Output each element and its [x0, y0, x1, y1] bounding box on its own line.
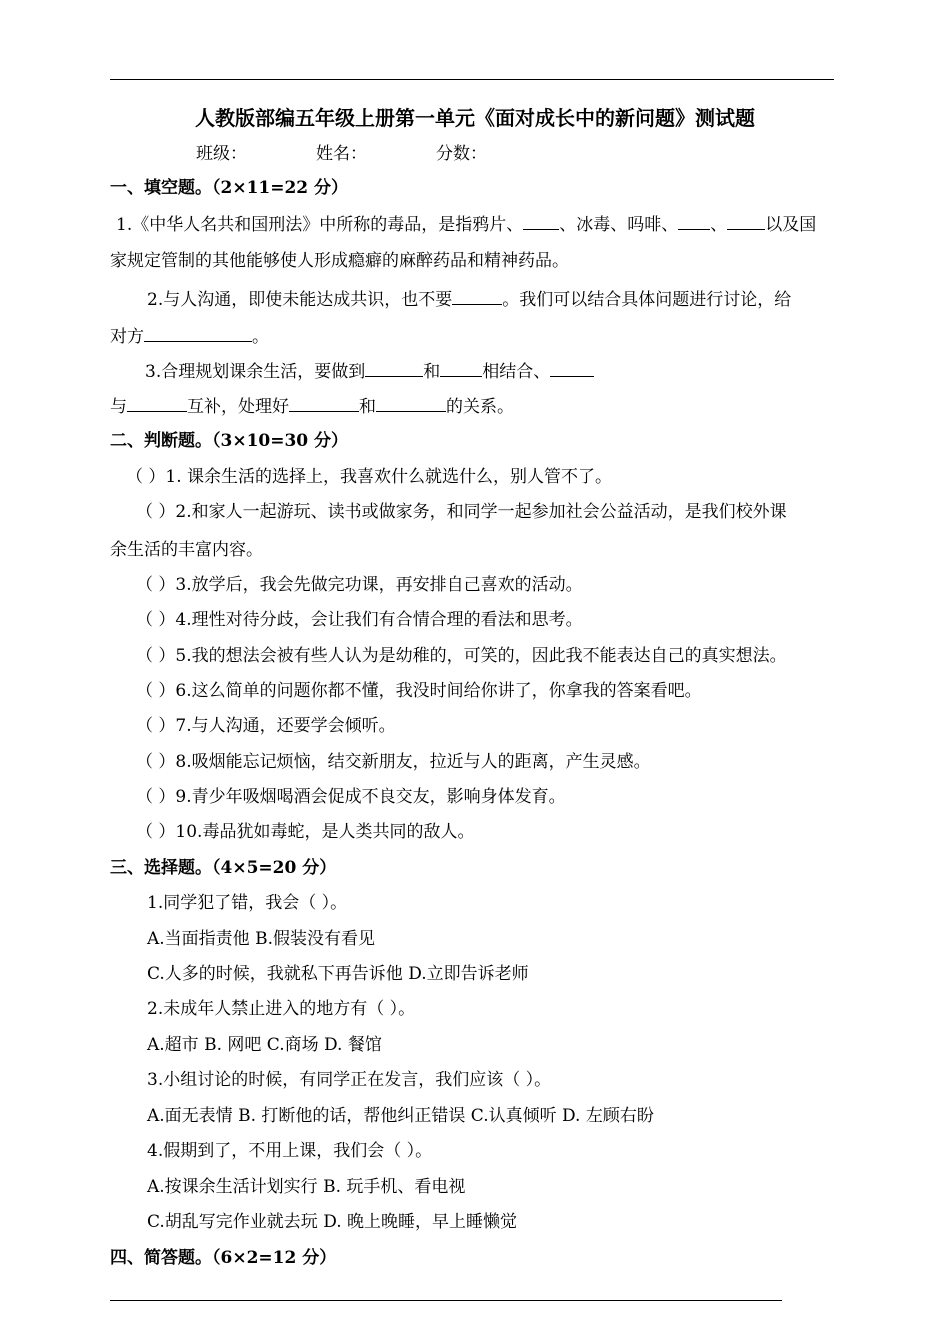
fill-question-2: [147, 286, 791, 312]
answer-blank[interactable]: [127, 393, 187, 412]
choice-options-1a: A.当面指责他 B.假装没有看见: [147, 929, 375, 949]
answer-blank[interactable]: [440, 358, 482, 377]
choice-question-3: 3.小组讨论的时候，有同学正在发言，我们应该（ ）。: [147, 1070, 552, 1090]
q3-line2-text-a: 与: [110, 397, 127, 417]
answer-blank[interactable]: [365, 358, 423, 377]
answer-blank[interactable]: [376, 393, 446, 412]
answer-blank[interactable]: [678, 211, 710, 230]
header-rule: [110, 79, 834, 80]
judge-item-2-cont: 余生活的丰富内容。: [110, 540, 263, 560]
judge-item-9: （ ）9.青少年吸烟喝酒会促成不良交友，影响身体发育。: [136, 787, 566, 807]
q3-line-2: [110, 393, 514, 419]
class-label: 班级：: [196, 144, 247, 164]
judge-item-5: （ ）5.我的想法会被有些人认为是幼稚的，可笑的，因此我不能表达自己的真实想法。: [136, 646, 787, 666]
q2-line2-text-a: 对方: [110, 327, 144, 347]
q2-line2-text-b: 。: [252, 327, 269, 347]
choice-options-4b: C.胡乱写完作业就去玩 D. 晚上晚睡，早上睡懒觉: [147, 1212, 518, 1232]
score-label: 分数：: [436, 144, 487, 164]
judge-item-6: （ ）6.这么简单的问题你都不懂，我没时间给你讲了，你拿我的答案看吧。: [136, 681, 702, 701]
answer-blank[interactable]: [727, 211, 765, 230]
section4-heading: 四、简答题。（6×2=12 分）: [110, 1248, 337, 1268]
answer-blank[interactable]: [550, 358, 594, 377]
name-label: 姓名：: [316, 144, 367, 164]
choice-options-4a: A.按课余生活计划实行 B. 玩手机、看电视: [147, 1177, 466, 1197]
section1-heading: 一、填空题。（2×11=22 分）: [110, 178, 349, 198]
judge-item-7: （ ）7.与人沟通，还要学会倾听。: [136, 716, 396, 736]
judge-item-1: （ ）1. 课余生活的选择上，我喜欢什么就选什么，别人管不了。: [126, 467, 613, 487]
q2-text-b: 。我们可以结合具体问题进行讨论，给: [502, 290, 792, 310]
q1-text-b: 、冰毒、吗啡、: [559, 215, 679, 235]
q2-text-a: 2.与人沟通，即使未能达成共识，也不要: [147, 290, 453, 310]
fill-question-1: [116, 211, 816, 237]
choice-options-2: A.超市 B. 网吧 C.商场 D. 餐馆: [147, 1035, 382, 1055]
judge-item-3: （ ）3.放学后，我会先做完功课，再安排自己喜欢的活动。: [136, 575, 583, 595]
q3-line2-text-c: 和: [359, 397, 376, 417]
choice-question-4: 4.假期到了，不用上课，我们会（ ）。: [147, 1141, 433, 1161]
q3-text-a: 3.合理规划课余生活，要做到: [145, 362, 366, 382]
answer-blank[interactable]: [523, 211, 559, 230]
section2-heading: 二、判断题。（3×10=30 分）: [110, 431, 349, 451]
choice-options-1b: C.人多的时候，我就私下再告诉他 D.立即告诉老师: [147, 964, 529, 984]
choice-options-3: A.面无表情 B. 打断他的话，帮他纠正错误 C.认真倾听 D. 左顾右盼: [147, 1106, 654, 1126]
q3-text-b: 和: [423, 362, 441, 382]
judge-item-10: （ ）10.毒品犹如毒蛇，是人类共同的敌人。: [136, 822, 475, 842]
answer-blank[interactable]: [144, 323, 252, 342]
fill-question-3: [145, 358, 594, 384]
q1-text-a: 1.《中华人名共和国刑法》中所称的毒品，是指鸦片、: [116, 215, 524, 235]
q1-text-d: 以及国: [765, 215, 817, 235]
q2-line-2: [110, 323, 269, 349]
footer-rule: [110, 1300, 782, 1301]
q1-line-2: 家规定管制的其他能够使人形成瘾癖的麻醉药品和精神药品。: [110, 251, 569, 271]
section3-heading: 三、选择题。（4×5=20 分）: [110, 858, 337, 878]
q1-text-c: 、: [710, 215, 728, 235]
judge-item-2: （ ）2.和家人一起游玩、读书或做家务，和同学一起参加社会公益活动，是我们校外课: [136, 502, 787, 522]
q3-line2-text-b: 互补，处理好: [187, 397, 289, 417]
q3-text-c: 相结合、: [482, 362, 551, 382]
answer-blank[interactable]: [289, 393, 359, 412]
choice-question-2: 2.未成年人禁止进入的地方有（ ）。: [147, 999, 416, 1019]
q3-line2-text-d: 的关系。: [446, 397, 514, 417]
choice-question-1: 1.同学犯了错，我会（ ）。: [147, 893, 348, 913]
judge-item-8: （ ）8.吸烟能忘记烦恼，结交新朋友，拉近与人的距离，产生灵感。: [136, 752, 651, 772]
answer-blank[interactable]: [452, 286, 502, 305]
page-title: 人教版部编五年级上册第一单元《面对成长中的新问题》测试题: [195, 106, 755, 130]
judge-item-4: （ ）4.理性对待分歧，会让我们有合情合理的看法和思考。: [136, 610, 583, 630]
